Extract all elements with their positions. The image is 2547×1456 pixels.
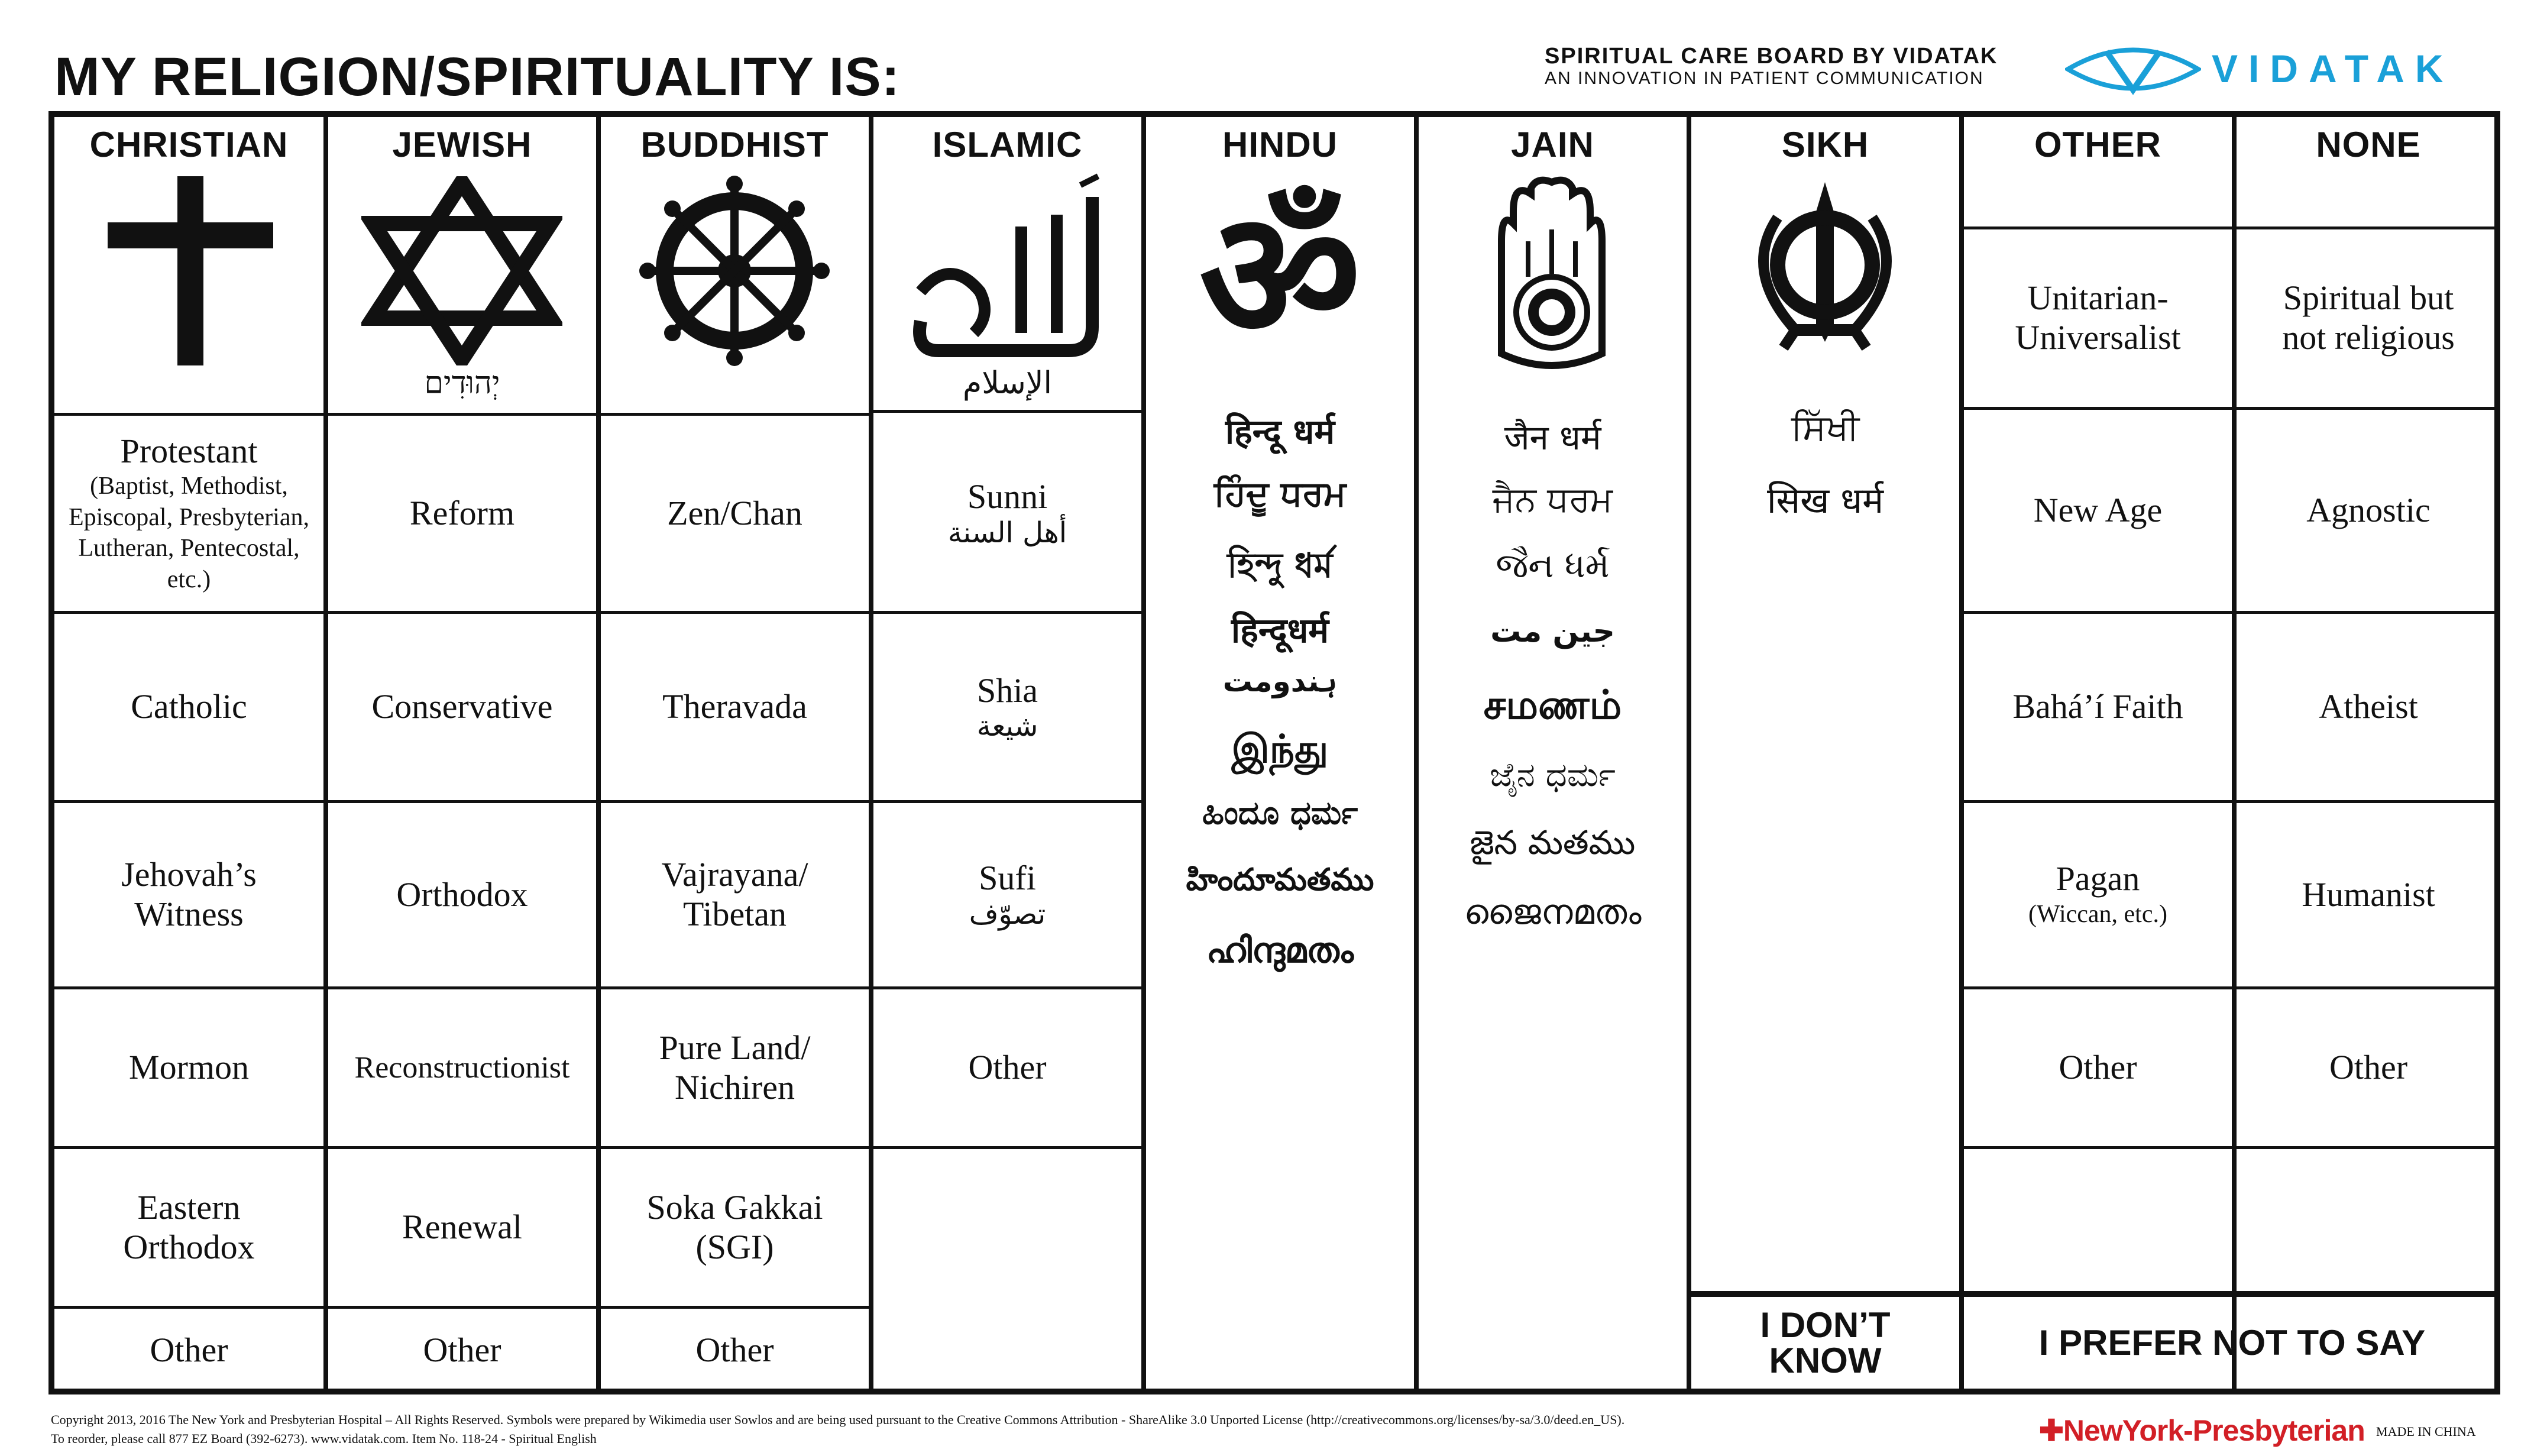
option-label: Other [968,1048,1047,1087]
option-other-other[interactable] [1964,989,2232,1146]
heading-none: NONE [2316,125,2421,164]
hindu-script-3: হিন্দু ধর্ম [1227,545,1333,585]
option-label: Other [423,1330,501,1369]
cross-icon [96,170,285,365]
page-title: MY RELIGION/SPIRITUALITY IS: [54,47,901,107]
option-label: Reform [409,493,515,532]
hindu-script-2: ਹਿੰਦੂ ਧਰਮ [1213,473,1347,513]
option-label: Atheist [2319,687,2418,726]
option-shia[interactable] [873,614,1141,800]
reorder-text: To reorder, please call 877 EZ Board (392-6273). www.vidatak.com. Item No. 118-24 - Spiritual English [51,1431,597,1446]
heading-jewish: JEWISH [392,125,532,164]
dont-know-label: I DON’T KNOW [1760,1305,1891,1380]
option-unitarian-universalist[interactable] [1964,229,2232,407]
option-pure-land[interactable] [601,989,869,1146]
option-label: Protestant [120,431,258,470]
option-label: New Age [2033,490,2163,529]
om-icon: ॐ [1199,172,1361,379]
column-christian [54,117,323,1389]
option-atheist[interactable] [2237,614,2500,800]
option-label: Conservative [371,687,553,726]
option-jewish-other[interactable] [328,1309,596,1392]
option-label: Other [695,1330,774,1369]
option-reform[interactable] [328,416,596,611]
option-label: Theravada [662,687,807,726]
option-label: Other [2059,1048,2137,1087]
column-hindu[interactable] [1146,117,1414,1389]
column-buddhist [601,117,869,1389]
khanda-icon [1736,176,1914,365]
option-orthodox[interactable] [328,803,596,986]
column-jewish [328,117,596,1389]
hospital-logo [2039,1413,2365,1448]
hindu-script-8: హిందూమతము [1186,862,1374,898]
option-label: Reconstructionist [354,1050,570,1085]
jain-script-8: ജൈനമതം [1464,892,1642,932]
option-label: Soka Gakkai (SGI) [646,1188,823,1266]
prefer-not-label: I PREFER NOT TO SAY [2038,1322,2426,1363]
option-conservative[interactable] [328,614,596,800]
option-label: Pagan [2056,859,2140,898]
option-label: Renewal [402,1208,522,1247]
option-label: Sunni [967,477,1048,516]
sikh-script-2: सिख धर्म [1766,480,1884,522]
option-label: Other [2329,1048,2408,1087]
option-label: Catholic [131,687,247,726]
option-protestant[interactable] [54,416,323,611]
dharma-wheel-icon [628,173,841,368]
option-jehovahs-witness[interactable] [54,803,323,986]
option-native-label: تصوّف [969,897,1046,931]
star-of-david-icon [361,176,562,365]
option-label: Agnostic [2306,490,2431,529]
hindu-script-6: இந்து [1231,726,1329,772]
option-label: Bahá’í Faith [2012,687,2183,726]
jain-script-4: جین مت [1490,614,1615,649]
option-humanist[interactable] [2237,803,2500,986]
option-label: Pure Land/ Nichiren [659,1028,811,1106]
option-zen-chan[interactable] [601,416,869,611]
option-label: Jehovah’s Witness [121,855,257,933]
copyright-text: Copyright 2013, 2016 The New York and Presbyterian Hospital – All Rights Reserved. Symbols were prepared by Wikimedia user Sowlos and are being used pursuant to the Creative Commons Attribution - ShareAlike 3.0 Unported License (http://creativecommons.org/licenses/by-sa/3.0/deed.en_US). [51,1412,1625,1427]
heading-other: OTHER [2034,125,2161,164]
column-sikh[interactable] [1691,117,1959,1247]
jain-script-2: ਜੈਨ ਧਰਮ [1492,479,1613,519]
option-soka-gakkai[interactable] [601,1149,869,1306]
option-renewal[interactable] [328,1149,596,1306]
option-sufi[interactable] [873,803,1141,986]
heading-sikh: SIKH [1781,125,1869,164]
jain-script-1: जैन धर्म [1504,418,1601,458]
option-eastern-orthodox[interactable] [54,1149,323,1306]
dont-know-button[interactable] [1691,1297,1959,1389]
option-note: (Baptist, Methodist, Episcopal, Presbyterian, Lutheran, Pentecostal, etc.) [68,473,310,593]
hindu-script-1: हिन्दू धर्म [1225,412,1335,452]
option-islamic-other[interactable] [873,989,1141,1146]
jain-script-5: சமணம் [1483,682,1622,729]
jain-script-7: జైన మతము [1470,824,1636,862]
option-reconstructionist[interactable] [328,989,596,1146]
column-other [1964,117,2232,1247]
option-label: Unitarian- Universalist [2015,279,2181,357]
native-name-arabic: الإسلام [963,365,1052,401]
vidatak-logo-icon [2065,37,2201,102]
jain-script-6: ಜೈನ ಧರ್ಮ [1489,756,1616,794]
option-label: Zen/Chan [667,493,802,532]
vidatak-logo-text: VIDATAK [2212,47,2454,90]
sikh-script-1: ਸਿੱਖੀ [1791,407,1860,448]
hospital-name: NewYork-Presbyterian [2063,1414,2365,1447]
hindu-script-4: हिन्दूधर्म [1231,610,1329,651]
option-label: Eastern Orthodox [123,1188,255,1266]
column-islamic [873,117,1141,1389]
option-mormon[interactable] [54,989,323,1146]
allah-calligraphy-icon [903,173,1110,363]
hindu-script-9: ഹിന്ദുമതം [1206,930,1354,970]
option-label: Shia [976,671,1038,710]
option-label: Other [150,1330,228,1369]
option-native-label: شيعة [976,710,1038,743]
option-none-other[interactable] [2237,989,2500,1146]
option-label: Humanist [2302,875,2435,914]
option-pagan[interactable] [1964,803,2232,986]
column-none [2237,117,2500,1247]
native-name-hebrew: יְהוּדִים [424,365,500,401]
column-jain[interactable] [1419,117,1687,1389]
option-vajrayana[interactable] [601,803,869,986]
option-label: Orthodox [396,875,528,914]
option-bahai-faith[interactable] [1964,614,2232,800]
hindu-script-7: ಹಿಂದೂ ಧರ್ಮ [1202,794,1358,831]
religion-board [48,111,2500,1394]
option-note: (Wiccan, etc.) [2028,901,2167,928]
heading-buddhist: BUDDHIST [640,125,829,164]
brand-title: SPIRITUAL CARE BOARD BY VIDATAK [1545,44,1998,69]
made-in-label: MADE IN CHINA [2376,1424,2476,1439]
jain-hand-icon [1478,176,1626,371]
option-theravada[interactable] [601,614,869,800]
heading-hindu: HINDU [1222,125,1338,164]
option-label: Vajrayana/ Tibetan [661,855,808,933]
option-buddhist-other[interactable] [601,1309,869,1392]
jain-script-3: જૈન ધર્મ [1496,545,1610,585]
option-sunni[interactable] [873,416,1141,611]
prefer-not-to-say-button[interactable] [1964,1297,2500,1389]
hindu-script-5: ہندومت [1222,664,1338,698]
option-label: Spiritual but not religious [2282,279,2455,357]
heading-jain: JAIN [1511,125,1594,164]
option-spiritual-not-religious[interactable] [2237,229,2500,407]
option-catholic[interactable] [54,614,323,800]
option-label: Sufi [979,859,1036,898]
option-christian-other[interactable] [54,1309,323,1392]
option-new-age[interactable] [1964,410,2232,611]
hospital-cross-icon: ✚ [2039,1414,2063,1447]
brand-subtitle: AN INNOVATION IN PATIENT COMMUNICATION [1545,69,1984,88]
option-label: Mormon [129,1048,249,1087]
option-native-label: أهل السنة [947,516,1067,549]
option-agnostic[interactable] [2237,410,2500,611]
heading-islamic: ISLAMIC [932,125,1083,164]
heading-christian: CHRISTIAN [89,125,289,164]
